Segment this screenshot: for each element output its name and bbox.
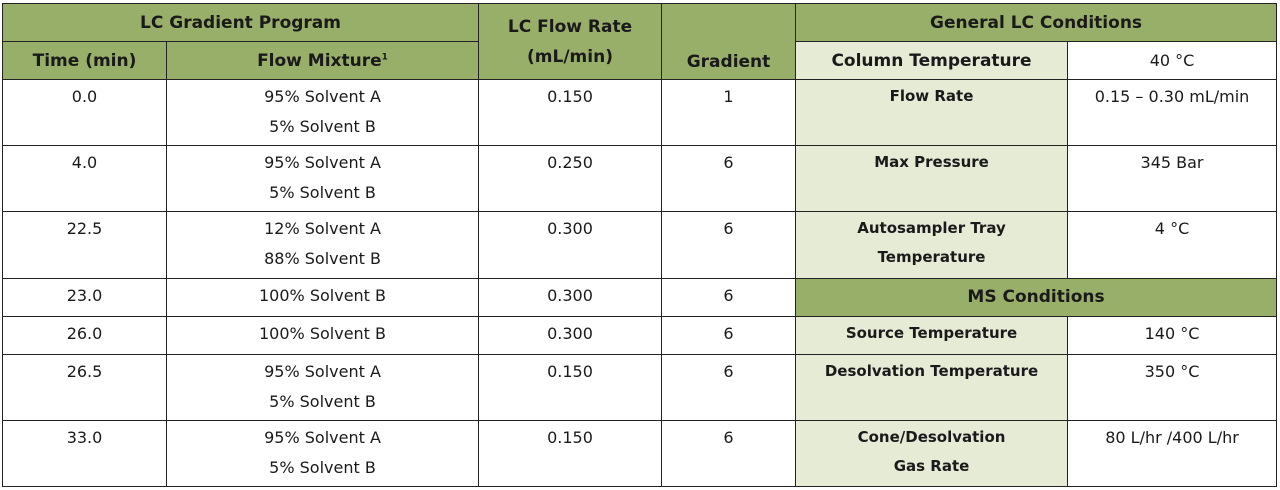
lc-gradient-title: LC Gradient Program: [3, 4, 479, 42]
autosampler-value: 4 °C: [1068, 212, 1277, 278]
mixture-line-b: 5% Solvent B: [269, 183, 376, 203]
time-header: Time (min): [3, 42, 167, 80]
mixture-footnote-mark: 1: [381, 51, 388, 62]
mixture-cell: [167, 420, 479, 486]
gradient-cell: 6: [662, 354, 796, 420]
gradient-cell: 6: [662, 146, 796, 212]
autosampler-label-line1: Autosampler Tray: [857, 219, 1006, 238]
gradient-cell: 6: [662, 420, 796, 486]
mixture-line-a: 95% Solvent A: [264, 87, 381, 107]
flow-rate-value: 0.15 – 0.30 mL/min: [1068, 80, 1277, 146]
mixture-line-b: 5% Solvent B: [269, 117, 376, 137]
gradient-cell: 1: [662, 80, 796, 146]
gas-rate-value: 80 L/hr /400 L/hr: [1068, 420, 1277, 486]
mixture-cell: 100% Solvent B: [167, 316, 479, 354]
gas-rate-label-line1: Cone/Desolvation: [857, 427, 1006, 446]
mixture-header-label: Flow Mixture: [257, 50, 382, 71]
gradient-cell: 6: [662, 212, 796, 278]
mixture-header: [167, 42, 479, 80]
desolvation-temperature-label: Desolvation Temperature: [796, 354, 1068, 420]
flow-rate-label: Flow Rate: [796, 80, 1068, 146]
source-temperature-label: Source Temperature: [796, 316, 1068, 354]
flow-cell: 0.300: [479, 316, 662, 354]
time-cell: 26.5: [3, 354, 167, 420]
source-temperature-value: 140 °C: [1068, 316, 1277, 354]
flow-cell: 0.150: [479, 80, 662, 146]
mixture-line-a: 95% Solvent A: [264, 361, 381, 381]
mixture-line-a: 95% Solvent A: [264, 153, 381, 173]
flow-cell: 0.150: [479, 420, 662, 486]
mixture-line-a: 95% Solvent A: [264, 427, 381, 447]
time-cell: 22.5: [3, 212, 167, 278]
ms-conditions-title: MS Conditions: [796, 278, 1277, 316]
desolvation-temperature-value: 350 °C: [1068, 354, 1277, 420]
gradient-cell: 6: [662, 316, 796, 354]
flow-rate-header: [479, 4, 662, 80]
flow-cell: 0.250: [479, 146, 662, 212]
mixture-cell: [167, 80, 479, 146]
flow-cell: 0.300: [479, 212, 662, 278]
time-cell: 0.0: [3, 80, 167, 146]
autosampler-label: [796, 212, 1068, 278]
mixture-line-a: 12% Solvent A: [264, 219, 381, 239]
table-row: [3, 316, 1277, 354]
mixture-line-b: 5% Solvent B: [269, 457, 376, 477]
max-pressure-value: 345 Bar: [1068, 146, 1277, 212]
mixture-cell: 100% Solvent B: [167, 278, 479, 316]
table-row: [3, 354, 1277, 420]
gradient-header: Gradient: [662, 4, 796, 80]
mixture-cell: [167, 354, 479, 420]
table-row: [3, 146, 1277, 212]
table-row: [3, 80, 1277, 146]
gradient-cell: 6: [662, 278, 796, 316]
max-pressure-label: Max Pressure: [796, 146, 1068, 212]
flow-rate-header-line1: LC Flow Rate: [507, 16, 633, 37]
table-row: [3, 278, 1277, 316]
column-temperature-label: Column Temperature: [796, 42, 1068, 80]
table-row: [3, 212, 1277, 278]
mixture-cell: [167, 146, 479, 212]
flow-cell: 0.300: [479, 278, 662, 316]
time-cell: 23.0: [3, 278, 167, 316]
time-cell: 4.0: [3, 146, 167, 212]
gas-rate-label: [796, 420, 1068, 486]
time-cell: 33.0: [3, 420, 167, 486]
autosampler-label-line2: Temperature: [877, 248, 986, 267]
conditions-table: [2, 3, 1277, 487]
general-lc-title: General LC Conditions: [796, 4, 1277, 42]
flow-rate-header-line2: (mL/min): [527, 46, 613, 67]
mixture-cell: [167, 212, 479, 278]
column-temperature-value: 40 °C: [1068, 42, 1277, 80]
flow-cell: 0.150: [479, 354, 662, 420]
time-cell: 26.0: [3, 316, 167, 354]
mixture-line-b: 88% Solvent B: [264, 249, 381, 269]
gas-rate-label-line2: Gas Rate: [893, 456, 970, 475]
table-row: [3, 420, 1277, 486]
mixture-line-b: 5% Solvent B: [269, 391, 376, 411]
